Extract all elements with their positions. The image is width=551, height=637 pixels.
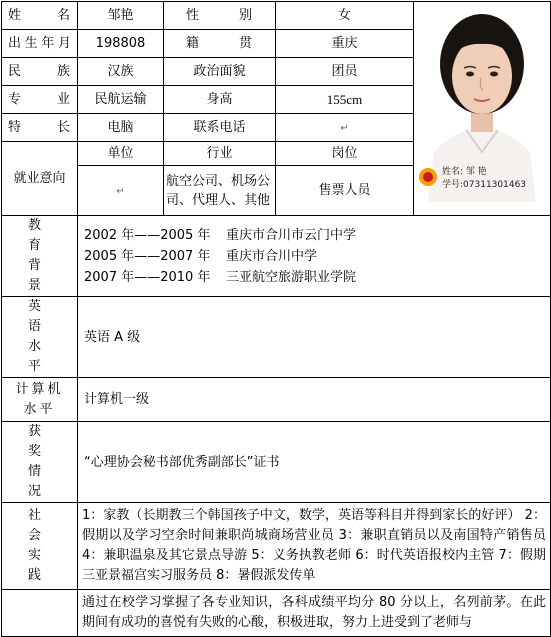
phone-label: 联系电话 bbox=[164, 114, 276, 142]
education-label: 教育背景 bbox=[2, 216, 78, 297]
native-label: 籍贯 bbox=[164, 30, 276, 58]
unit-value bbox=[78, 166, 164, 216]
portrait-photo bbox=[414, 2, 551, 200]
job-intention-label: 就业意向 bbox=[2, 142, 78, 216]
birth-label: 出生年月 bbox=[2, 30, 78, 58]
ethnic-value: 汉族 bbox=[78, 58, 164, 86]
education-entry: 2007 年——2010 年 三亚航空旅游职业学院 bbox=[84, 269, 357, 285]
name-value: 邹艳 bbox=[78, 2, 164, 30]
awards-label: 获奖情况 bbox=[2, 422, 78, 503]
height-label: 身高 bbox=[164, 86, 276, 114]
self-evaluation-label bbox=[2, 590, 78, 637]
skill-value: 电脑 bbox=[78, 114, 164, 142]
social-practice-value: 1：家教（长期教三个韩国孩子中文，数学，英语等科目并得到家长的好评） 2：假期以及学习空余时间兼职尚城商场营业员 3：兼职直销员以及南国特产销售员 4：兼职温泉及其它景点导游 5：义务执教老师 6：时代英语报校内主管 7：假期三亚景福宫实习服务员 8：暑假派发传单 bbox=[78, 503, 551, 590]
industry-value: 航空公司、机场公司、代理人、其他 bbox=[164, 166, 276, 216]
english-label: 英语水平 bbox=[2, 297, 78, 378]
position-value: 售票人员 bbox=[276, 166, 414, 216]
height-value: 155cm bbox=[276, 86, 414, 114]
gender-label: 性别 bbox=[164, 2, 276, 30]
caption-name-label: 姓名: bbox=[442, 167, 464, 177]
education-entry: 2005 年——2007 年 重庆市合川中学 bbox=[84, 248, 318, 264]
english-value: 英语 A 级 bbox=[78, 297, 551, 378]
education-list bbox=[78, 216, 551, 297]
photo-cell bbox=[414, 2, 551, 216]
paragraph-mark-icon: ↵ bbox=[116, 185, 125, 197]
caption-id-label: 学号: bbox=[442, 180, 464, 190]
major-label: 专业 bbox=[2, 86, 78, 114]
birth-value: 198808 bbox=[78, 30, 164, 58]
photo-caption bbox=[442, 166, 526, 192]
social-practice-label: 社会实践 bbox=[2, 503, 78, 590]
education-entry: 2002 年——2005 年 重庆市合川市云门中学 bbox=[84, 227, 357, 243]
native-value: 重庆 bbox=[276, 30, 414, 58]
unit-header: 单位 bbox=[78, 142, 164, 166]
caption-id-value: 07311301463 bbox=[463, 180, 527, 190]
self-evaluation-value: 通过在校学习掌握了各专业知识，各科成绩平均分 80 分以上，名列前茅。在此期间有成功的喜悦有失败的心酸，积极进取，努力上进受到了老师与 bbox=[78, 590, 551, 637]
political-value: 团员 bbox=[276, 58, 414, 86]
ethnic-label: 民族 bbox=[2, 58, 78, 86]
phone-value bbox=[276, 114, 414, 142]
name-label: 姓名 bbox=[2, 2, 78, 30]
political-label: 政治面貌 bbox=[164, 58, 276, 86]
gender-value: 女 bbox=[276, 2, 414, 30]
computer-label: 计算机水平 bbox=[2, 378, 78, 422]
computer-value: 计算机一级 bbox=[78, 378, 551, 422]
resume-table bbox=[1, 1, 551, 637]
paragraph-mark-icon: ↵ bbox=[340, 122, 349, 134]
caption-name-value: 邹 艳 bbox=[465, 167, 487, 177]
major-value: 民航运输 bbox=[78, 86, 164, 114]
awards-value: “心理协会秘书部优秀副部长”证书 bbox=[78, 422, 551, 503]
industry-header: 行业 bbox=[164, 142, 276, 166]
position-header: 岗位 bbox=[276, 142, 414, 166]
skill-label: 特长 bbox=[2, 114, 78, 142]
